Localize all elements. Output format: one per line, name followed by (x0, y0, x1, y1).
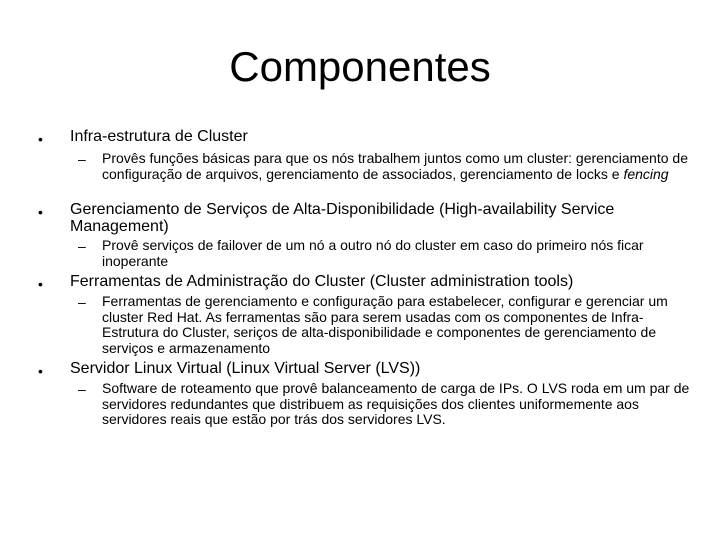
sub-bullet-italic: fencing (623, 165, 669, 182)
sub-bullet-marker: – (78, 151, 86, 167)
sub-bullet-body: Provês funções básicas para que os nós trabalhem juntos como um cluster: gerenciamento de configuração de arquivos, gerenciamento de associados, gerenciamento de locks e (102, 150, 688, 182)
bullet-text: Ferramentas de Administração do Cluster (Cluster administration tools) (70, 273, 574, 290)
bullet-text: Infra-estrutura de Cluster (70, 128, 248, 145)
sub-bullet-text: Provê serviços de failover de um nó a outro nó do cluster em caso do primeiro nós ficar inoperante (102, 237, 644, 269)
bullet-marker: • (38, 131, 43, 147)
bullet-marker: • (38, 363, 43, 379)
sub-bullet-text (102, 151, 692, 182)
slide-title: Componentes (229, 43, 491, 90)
bullet-text: Gerenciamento de Serviços de Alta-Disponibilidade (High-availability Service Management) (70, 201, 615, 235)
sub-bullet-marker: – (78, 381, 86, 397)
sub-bullet-marker: – (78, 294, 86, 310)
sub-bullet-text: Ferramentas de gerenciamento e configuração para estabelecer, configurar e gerenciar um cluster Red Hat. As ferramentas são para serem usadas com os componentes de Infra-Estrutura do Cluster, seriços de alta-disponibilidade e componentes de gerenciamento de serviços e armazenamento (102, 293, 668, 356)
bullet-marker: • (38, 204, 43, 220)
bullet-marker: • (38, 276, 43, 292)
bullet-text: Servidor Linux Virtual (Linux Virtual Server (LVS)) (70, 360, 421, 377)
sub-bullet-marker: – (78, 238, 86, 254)
sub-bullet-text: Software de roteamento que provê balanceamento de carga de IPs. O LVS roda em um par de servidores redundantes que distribuem as requisições dos clientes uniformemente aos servidores reais que estão por trás dos servidores LVS. (102, 380, 690, 427)
